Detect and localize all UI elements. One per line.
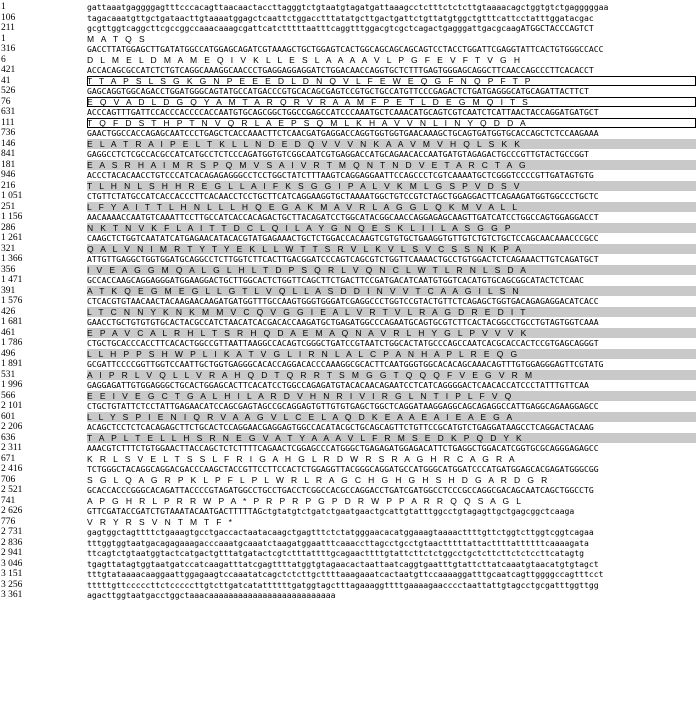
protein-sequence: S G L Q A G R P K L P F L P L W R L R A G C H G H G H S H D G A R D G R (87, 474, 550, 485)
amino-acid-row (0, 412, 700, 423)
position-number: 566 (1, 390, 16, 401)
position-number: 181 (1, 159, 16, 170)
protein-sequence: L L H P P S H W P L I K A T V G L I R N L A L C P A N H A P L R E Q G (87, 349, 696, 360)
position-number: 421 (1, 65, 16, 75)
protein-sequence: L F Y A I T T L H N L L L H Q E G A K M A V R L A G G L Q K M V A L L (87, 202, 696, 213)
position-number: 211 (1, 23, 15, 33)
amino-acid-row (0, 160, 700, 171)
dna-sequence: tttttgttcccccttctcccccttgtcttgatcatattttttgatggtagctttagaaaggttttgaaaagaacccctaattattgtagcctgcgatttggttgg (87, 579, 599, 590)
nucleotide-row (0, 2, 700, 13)
position-number: 1 (1, 2, 6, 12)
nucleotide-row (0, 254, 700, 265)
position-number: 776 (1, 516, 16, 527)
amino-acid-row (0, 475, 700, 486)
protein-sequence: A T K Q E G M E G L L G T L V Q L L A S D D I N V V T C A A G I L S N (87, 286, 696, 297)
protein-sequence: M A T Q S (87, 33, 148, 44)
amino-acid-row (0, 118, 700, 129)
nucleotide-row (0, 590, 700, 601)
dna-sequence: GAACCTGCTGTGTGTGCACTACGCCATCTAACATCACGACACCAAGATGCTGAGATGGCCCAGAATGCAGTGCGTCTTCACTACGGCCTGCCTGTAGTGGTCAAA (87, 317, 599, 327)
nucleotide-row (0, 338, 700, 349)
amino-acid-row (0, 55, 700, 66)
amino-acid-row (0, 391, 700, 402)
amino-acid-row (0, 181, 700, 192)
amino-acid-row (0, 76, 700, 87)
position-number: 106 (1, 12, 16, 23)
position-number: 356 (1, 264, 16, 275)
protein-sequence: V R Y R S V N T M T F * (87, 516, 235, 527)
amino-acid-row (0, 517, 700, 528)
nucleotide-row (0, 23, 700, 34)
protein-sequence: I V E A G G M Q A L G L H L T D P S Q R L V Q N C L W T L R N L S D A (87, 265, 696, 276)
nucleotide-row (0, 275, 700, 286)
protein-sequence: T Q F D S T H P T N V Q R L A E P S Q M L K H A V V N L I N Y Q D D A (87, 118, 696, 129)
nucleotide-row (0, 13, 700, 24)
position-number: 841 (1, 149, 16, 159)
protein-sequence: L T C N N Y K N K M M V C Q V G G I E A L V R T V L R A G D R E D I T (87, 307, 696, 318)
position-number: 2 311 (1, 443, 23, 453)
position-number: 1 (1, 33, 6, 44)
position-number: 41 (1, 75, 11, 86)
position-number: 496 (1, 348, 16, 359)
nucleotide-row (0, 149, 700, 160)
protein-sequence: E E I V E G C T G A L H I L A R D V H N R I V I R G L N T I P L F V Q (87, 391, 696, 402)
position-number: 251 (1, 201, 16, 212)
amino-acid-row (0, 139, 700, 150)
position-number: 2 731 (1, 527, 23, 537)
nucleotide-row (0, 212, 700, 223)
amino-acid-row (0, 97, 700, 108)
protein-sequence: D L M E L D M A M E Q I V K L L E S L A A A A V L P G F E V F T V G H (87, 54, 523, 65)
dna-sequence: tagacaaatgttgctgataacttgtaaaatggagctcaattctggacctttatatgcttgactgattctgttatgtggctgtttcattcctatttggatacgac (87, 12, 594, 23)
position-number: 1 786 (1, 338, 23, 348)
position-number: 111 (1, 117, 15, 128)
nucleotide-row (0, 65, 700, 76)
dna-sequence: GCACCACCCGGGCACAGATTACCCCGTAGATGGCCTGCCTGACCTCGGCCACGCCAGGACCTGATCGATGGCCTCCCGCCAGGCGACAGCAATCAGCTGGCCTG (87, 485, 594, 495)
nucleotide-row (0, 128, 700, 139)
nucleotide-row (0, 44, 700, 55)
position-number: 2 941 (1, 548, 23, 558)
dna-sequence: GACCTTATGGAGCTTGATATGGCCATGGAGCAGATCGTAAAGCTGCTGGAGTCACTGGCAGCAGCAGCAGTCCTACCTGGATTCGAGGTATTCACTGTGGGCCACC (87, 44, 604, 54)
protein-sequence: A I P R L V Q L L V R A H Q D T Q R R T S M G G T Q Q Q F V E G V R M (87, 370, 696, 381)
nucleotide-row (0, 548, 700, 559)
position-number: 1 051 (1, 191, 23, 201)
amino-acid-row (0, 34, 700, 45)
nucleotide-row (0, 296, 700, 307)
dna-sequence: GAACTGGCCACCAGAGCAATCCCTGAGCTCACCAAACTTCTCAACGATGAGGACCAGGTGGTGGTGAACAAAGCTGCAGTGATGGTGCACCAGCTCTCCAAGAAA (87, 128, 599, 138)
position-number: 6 (1, 54, 6, 65)
protein-sequence: K R L S V E L T S S L F R I G A H G L R D W R S R A G H R C A G R A (87, 453, 517, 464)
nucleotide-row (0, 317, 700, 328)
dna-sequence: tttggtggtaatgacagagaaagacccaaatgcaaatctaagatggaatttcaaaccttagcctgcctgtaactttttattacttttattttttcaaaagata (87, 537, 589, 548)
position-number: 216 (1, 180, 16, 191)
position-number: 531 (1, 369, 16, 380)
position-number: 1 681 (1, 317, 23, 327)
position-number: 631 (1, 107, 16, 117)
amino-acid-row (0, 349, 700, 360)
position-number: 1 576 (1, 296, 23, 306)
amino-acid-row (0, 223, 700, 234)
dna-sequence: ACCACAGCGCCATCTCTGTCAGGCAAAGGCAACCCTGAGGAGGAGGATCTGGACAACCAGGTGCTCTTTGAGTGGGAGCAGGCTTCAACCAGCCCTTCACACCT (87, 65, 594, 75)
nucleotide-row (0, 443, 700, 454)
dna-sequence: CTGTTCTATGCCATCACCACCCTTCACAACCTCCTGCTTCATCAGGAAGGTGCTAAAATGGCTGTCCGTCTAGCTGGAGGACTTCAGAAGATGGTGGCCCTGCTC (87, 191, 599, 201)
nucleotide-row (0, 527, 700, 538)
position-number: 3 256 (1, 579, 23, 590)
nucleotide-row (0, 464, 700, 475)
dna-sequence: AACAAAACCAATGTCAAATTCCTTGCCATCACCACAGACTGCTTACAGATCCTGGCATACGGCAACCAGGAGAGCAAGTTGATCATCCTGGCCAGTGGAGGACCT (87, 212, 599, 222)
nucleotide-row (0, 559, 700, 570)
position-number: 946 (1, 170, 16, 180)
nucleotide-row (0, 569, 700, 580)
position-number: 1 471 (1, 275, 23, 285)
amino-acid-row (0, 328, 700, 339)
protein-sequence: E A S R H A I M R S P Q M V S A I V R T M Q N T N D V E T A R C T A G (87, 160, 696, 171)
dna-sequence: ACCCTACACAACCTGTCCCATCACAGAGAGGGCCTCCTGGCTATCTTTAAGTCAGGAGGAATTCCAGCCCTCGTCAAAATGCTCGGGTCCCCGTTGATAGTGTG (87, 170, 594, 180)
protein-sequence: L L Y S P I E N I Q R V A A G V L C E L A Q D K E A A E A I E A E G A (87, 412, 696, 423)
dna-sequence: ACCCAGTTTGATTCCACCCACCCCACCAATGTGCAGCGGCTGGCCGAGCCATCCCAAATGCTCAAACATGCAGTCGTCAATCTCATTAACTACCAGGATGATGCT (87, 107, 599, 117)
position-number: 146 (1, 138, 16, 149)
dna-sequence: GAGGAGATTGTGGAGGGCTGCACTGGAGCACTTCACATCCTGGCCAGAGATGTACACAACAGAATCCTCATCAGGGGACTCAACACCATCCCTATTTGTTCAA (87, 380, 589, 390)
dna-sequence: tgagttatagtggtaatgatccatcaagatttatcgagttttatggtgtagaacactaattaatcaggtgaatttgtattcttatcaaatgtaacatgtgtagct (87, 558, 599, 569)
protein-sequence: T T A P S L S G K G N P E E E D L D N Q V L F E W E Q G F N Q P F T P (87, 76, 696, 87)
nucleotide-row (0, 422, 700, 433)
position-number: 1 261 (1, 233, 23, 243)
position-number: 1 891 (1, 359, 23, 369)
amino-acid-row (0, 202, 700, 213)
position-number: 2 521 (1, 485, 23, 495)
position-number: 1 156 (1, 212, 23, 222)
dna-sequence: CAAGCTCTGGTCAATATCATGAGAACATACACGTATGAGAAACTGCTCTGGACCACAAGTCGTGTGCTGAAGGTGTTGTCTGTCTGCTCCAGCAACAAACCCGCC (87, 233, 599, 243)
dna-sequence: GCGATTCCCCGGTTGGTCCAATTGCTGGTGAGGGCACACCAGGACACCCAAAGGCGCACTTCAATGGGTGGCACACAGCAAACAGTTTGTGGAGGGAGTTCGTATG (87, 359, 604, 369)
dna-sequence: tttgtataaaacaaggaattggagaagtccaaatatcagctctcttgcttttaaagaaatcactaatgttccaaaaggatttgcaatcagttggggccagtttcct (87, 569, 604, 579)
position-number: 3 046 (1, 558, 23, 569)
amino-acid-row (0, 454, 700, 465)
dna-sequence: GCCACCAAGCAGGAGGGATGGAAGGACTGCTTGGCACTCTGGTTCAGCTTCTGACTTCCGATGACATCAATGTGGTCACATGTGCAGCGGCATACTCTCAAC (87, 275, 585, 285)
protein-sequence: E P A V C A L R H L T S R H Q D A E M A Q N A V R L H Y G L P V V V K (87, 328, 696, 339)
position-number: 2 836 (1, 537, 23, 548)
position-number: 1 996 (1, 380, 23, 390)
protein-sequence: T A P L T E L L H S R N E G V A T Y A A A V L F R M S E D K P Q D Y K (87, 433, 696, 444)
dna-sequence: gcgttggtcaggcttcgccggccaaacaaagcgattcatctttttaatttcaggtttggacgtcgctcagactgagggattgacgcaagATGGCTACCCAGTCT (87, 23, 594, 33)
position-number: 636 (1, 432, 16, 443)
position-number: 2 416 (1, 464, 23, 474)
nucleotide-row (0, 233, 700, 244)
dna-sequence: ACAGCTCCTCTCACAGAGCTTCTGCACTCCAGGAACGAGGAGTGGCCACATACGCTGCAGCAGTTCTGTTCCGCATGTCTGAGGATAAGCCTCAGGACTACAAG (87, 422, 594, 432)
position-number: 2 626 (1, 506, 23, 516)
position-number: 1 366 (1, 254, 23, 264)
position-number: 426 (1, 306, 16, 317)
position-number: 526 (1, 86, 16, 96)
position-number: 601 (1, 411, 16, 422)
protein-sequence: T L H N L S H H R E G L L A I F K S G G I P A L V K M L G S P V D S V (87, 181, 696, 192)
position-number: 461 (1, 327, 16, 338)
protein-sequence: N K T N V K F L A I T T D C L Q I L A Y G N Q E S K L I I L A S G G P (87, 223, 696, 234)
position-number: 316 (1, 44, 16, 54)
dna-sequence: AAACGTCTTTCTGTGGAACTTACCAGCTCTCTTTTCAGAACTCGGAGCCCATGGGCTGAGAGATGGAGACATTCTGAGGCTGGACATCGGTGCGCAGGGAGAGCC (87, 443, 599, 453)
protein-sequence: E L A T R A I P E L T K L L N D E D Q V V V N K A A V M V H Q L S K K (87, 139, 696, 150)
nucleotide-row (0, 359, 700, 370)
amino-acid-row (0, 307, 700, 318)
nucleotide-row (0, 538, 700, 549)
nucleotide-row (0, 506, 700, 517)
nucleotide-row (0, 107, 700, 118)
dna-sequence: CTGCTGTATTCTCCTATTGAGAACATCCAGCGAGTAGCCGCAGGAGTGTTGTGTGAGCTGGCTCAGGATAAGGAGGCAGCAGAGGCCATTGAGGCAGAAGGAGCC (87, 401, 599, 411)
protein-sequence: A P G H R L P R R W P A * P R P R P G P D R W P P A R R Q Q S A G L (87, 495, 524, 506)
dna-sequence: ATTGTTGAGGCTGGTGGATGCAGGCCTCTTGGTCTTCACTTGACGGATCCCAGTCAGCGTCTGGTTCAAAACTGCCTGTGGACTCTCAGAAACTTGTCAGATGCT (87, 254, 599, 264)
nucleotide-row (0, 580, 700, 591)
dna-sequence: TCTGGGCTACAGGCAGGACGACCCAAGCTACCGTTCCTTCCACTCTGGAGGTTACGGGCAGGATGCCATGGGCATGGATCCCATGATGGAGCACGAGATGGGCGG (87, 464, 599, 474)
dna-sequence: ttcagtctgtaatggtactcatgactgtttatgatactcgtctttattttgcagaacttttgtattcttctctggcctgctcttcttctctccttcatagtg (87, 548, 585, 558)
dna-sequence: gattaaatgaggggagtttcccacagttaacaactaccttagggtctgtaatgtagatgattaaagcctctttctctcttgtaaaacagctggtgtctgagggggaa (87, 2, 609, 12)
amino-acid-row (0, 244, 700, 255)
position-number: 3 361 (1, 590, 23, 600)
amino-acid-row (0, 370, 700, 381)
nucleotide-row (0, 485, 700, 496)
nucleotide-row (0, 191, 700, 202)
position-number: 741 (1, 495, 16, 506)
position-number: 2 101 (1, 401, 23, 411)
dna-sequence: gagtggctagttttctgaaagtgcctgaccactaatacaagctgagtttctctatgggaacacatggaaagtaaaacttttgttctggtcttggtcggtcagaa (87, 527, 594, 537)
position-number: 321 (1, 243, 16, 254)
dna-sequence: CTCACGTGTAACAACTACAAGAACAAGATGATGGTTTGCCAAGTGGGTGGGATCGAGGCCCTGGTCCGTACTGTTCTCAGAGCTGGTGACAGAGAGGACATCACC (87, 296, 599, 306)
protein-sequence: E Q V A D L D G Q Y A M T A R Q R V R A A M F P E T L D E G M Q I T S (87, 97, 696, 108)
amino-acid-row (0, 265, 700, 276)
nucleotide-row (0, 170, 700, 181)
sequence-figure (0, 2, 700, 601)
nucleotide-row (0, 380, 700, 391)
position-number: 2 206 (1, 422, 23, 432)
amino-acid-row (0, 286, 700, 297)
position-number: 286 (1, 222, 16, 233)
dna-sequence: CTGCTGCACCCACCTTCACACTGGCCGTTAATTAAGGCCACAGTCGGGCTGATCCGTAATCTGGCACTATGCCCAGCCAATCACGCACCACTCCGTGAGCAGGGT (87, 338, 599, 348)
dna-sequence: GAGGCCTCTCGCCACGCCATCATGCCTCTCCCAGATGGTGTCGGCAATCGTGAGGACCATGCAGAACACCAATGATGTAGAGACTGCCCGTTGTACTGCCGGT (87, 149, 589, 159)
dna-sequence: GTTCGATACCGATCTGTAAATACAATGACTTTTTAGctgtatgtctgatctgaatgaactgcattgtatttggcctgtagagttgctgagcggctcaaga (87, 506, 575, 516)
position-number: 706 (1, 474, 16, 485)
dna-sequence: GAGCAGGTGGCAGACCTGGATGGGCAGTATGCCATGACCCGTGCACAGCGAGTCCGTGCTGCCATGTTCCCGAGACTCTGATGAGGGCATGCAGATTACTTCT (87, 86, 589, 96)
amino-acid-row (0, 433, 700, 444)
position-number: 76 (1, 96, 11, 107)
amino-acid-row (0, 496, 700, 507)
protein-sequence: Q A L V N I M R T Y T Y E K L L W T T S R V L K V L S V C S S N K P A (87, 244, 696, 255)
position-number: 391 (1, 285, 16, 296)
dna-sequence: agacttggtaatgacctggctaaacaaaaaaaaaaaaaaaaaaaaaaaaaa (87, 590, 336, 600)
position-number: 736 (1, 128, 16, 138)
nucleotide-row (0, 401, 700, 412)
position-number: 3 151 (1, 569, 23, 579)
nucleotide-row (0, 86, 700, 97)
position-number: 671 (1, 453, 16, 464)
